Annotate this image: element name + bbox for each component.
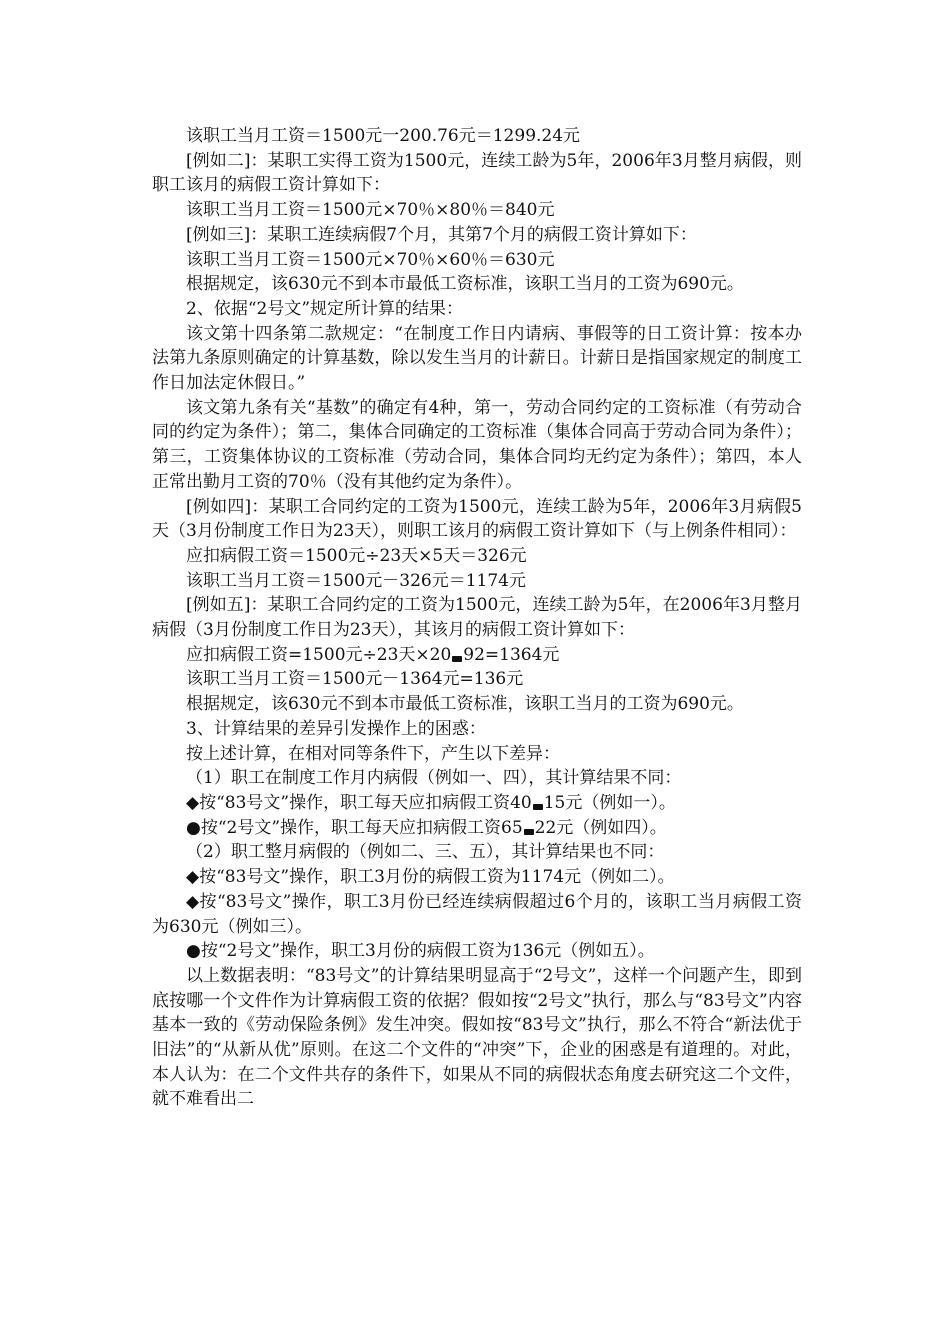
paragraph-text: 按上述计算，在相对同等条件下，产生以下差异： xyxy=(186,743,560,764)
paragraph-text: 根据规定，该630元不到本市最低工资标准，该职工当月的工资为690元。 xyxy=(186,694,744,715)
paragraph-text: [例如二]：某职工实得工资为1500元，连续工龄为5年，2006年3月整月病假，则职工该月的病假工资计算如下： xyxy=(152,150,802,196)
paragraph-5 xyxy=(152,248,802,273)
paragraph-2 xyxy=(152,149,802,198)
paragraph-20 xyxy=(152,791,802,816)
paragraph-text: 该职工当月工资＝1500元一200.76元＝1299.24元 xyxy=(186,126,581,146)
paragraph-16 xyxy=(152,692,802,717)
paragraph-text: [例如三]：某职工连续病假7个月，其第7个月的病假工资计算如下： xyxy=(186,224,697,245)
paragraph-9 xyxy=(152,396,802,495)
paragraph-text: （2）职工整月病假的（例如二、三、五），其计算结果也不同： xyxy=(186,842,665,863)
paragraph-18 xyxy=(152,742,802,767)
paragraph-text: 3、计算结果的差异引发操作上的困惑： xyxy=(186,718,486,739)
paragraph-14 xyxy=(152,643,802,668)
paragraph-text: ●按“2号文”操作，职工每天应扣病假工资65 xyxy=(186,817,523,838)
paragraph-text: 该文第九条有关“基数”的确定有4种，第一，劳动合同约定的工资标准（有劳动合同的约定为条件）；第二，集体合同确定的工资标准（集体合同高于劳动合同为条件）；第三，工资集体协议的工资标准（劳动合同，集体合同均无约定为条件）；第四，本人正常出勤月工资的70％（没有其他约定为条件）。 xyxy=(152,397,802,492)
paragraph-text: （1）职工在制度工作月内病假（例如一、四），其计算结果不同： xyxy=(186,768,682,789)
paragraph-text: [例如四]：某职工合同约定的工资为1500元，连续工龄为5年，2006年3月病假5天（3月份制度工作日为23天），则职工该月的病假工资计算如下（与上例条件相同）： xyxy=(152,496,802,542)
document-page xyxy=(152,124,802,1112)
paragraph-22 xyxy=(152,840,802,865)
paragraph-25 xyxy=(152,939,802,964)
broken-glyph-mark xyxy=(533,804,543,810)
paragraph-19 xyxy=(152,766,802,791)
paragraph-text: 应扣病假工资＝1500元÷23天×5天＝326元 xyxy=(186,545,527,566)
paragraph-text: 应扣病假工资=1500元÷23天×20 xyxy=(186,644,452,665)
paragraph-text: 92=1364元 xyxy=(463,644,560,665)
paragraph-17 xyxy=(152,717,802,742)
paragraph-24 xyxy=(152,890,802,939)
paragraph-text: 该文第十四条第二款规定：“在制度工作日内请病、事假等的日工资计算：按本办法第九条原则确定的计算基数，除以发生当月的计薪日。计薪日是指国家规定的制度工作日加法定休假日。” xyxy=(152,323,802,394)
paragraph-text: 22元（例如四）。 xyxy=(534,817,667,838)
paragraph-15 xyxy=(152,667,802,692)
paragraph-text: 该职工当月工资＝1500元－326元＝1174元 xyxy=(186,570,526,591)
paragraph-text: ◆按“83号文”操作，职工3月份的病假工资为1174元（例如二）。 xyxy=(186,867,675,888)
paragraph-text: 2、依据“2号文”规定所计算的结果： xyxy=(186,298,464,319)
paragraph-12 xyxy=(152,569,802,594)
paragraph-26 xyxy=(152,964,802,1112)
paragraph-11 xyxy=(152,544,802,569)
paragraph-1 xyxy=(152,124,802,149)
paragraph-8 xyxy=(152,322,802,396)
paragraph-text: ●按“2号文”操作，职工3月份的病假工资为136元（例如五）。 xyxy=(186,941,655,962)
paragraph-3 xyxy=(152,198,802,223)
paragraph-6 xyxy=(152,272,802,297)
paragraph-text: 该职工当月工资＝1500元－1364元=136元 xyxy=(186,669,524,690)
paragraph-text: ◆按“83号文”操作，职工3月份已经连续病假超过6个月的，该职工当月病假工资为630元（例如三）。 xyxy=(152,891,802,937)
paragraph-23 xyxy=(152,865,802,890)
paragraph-21 xyxy=(152,816,802,841)
paragraph-text: [例如五]：某职工合同约定的工资为1500元，连续工龄为5年，在2006年3月整月病假（3月份制度工作日为23天），其该月的病假工资计算如下： xyxy=(152,595,802,641)
paragraph-4 xyxy=(152,223,802,248)
paragraph-7 xyxy=(152,297,802,322)
broken-glyph-mark xyxy=(452,656,462,662)
paragraph-10 xyxy=(152,495,802,544)
paragraph-text: 该职工当月工资＝1500元×70％×80％＝840元 xyxy=(186,200,555,221)
paragraph-13 xyxy=(152,593,802,642)
broken-glyph-mark xyxy=(524,829,534,835)
paragraph-text: 15元（例如一）。 xyxy=(543,792,676,813)
paragraph-text: ◆按“83号文”操作，职工每天应扣病假工资40 xyxy=(186,792,532,813)
paragraph-text: 以上数据表明：“83号文”的计算结果明显高于“2号文”，这样一个问题产生，即到底按哪一个文件作为计算病假工资的依据？假如按“2号文”执行，那么与“83号文”内容基本一致的《劳动保险条例》发生冲突。假如按“83号文”执行，那么不符合“新法优于旧法”的“从新从优”原则。在这二个文件的“冲突”下，企业的困惑是有道理的。对此，本人认为：在二个文件共存的条件下，如果从不同的病假状态角度去研究这二个文件，就不难看出二 xyxy=(152,965,802,1110)
paragraph-text: 根据规定，该630元不到本市最低工资标准，该职工当月的工资为690元。 xyxy=(186,274,744,295)
paragraph-text: 该职工当月工资＝1500元×70％×60％＝630元 xyxy=(186,249,555,270)
